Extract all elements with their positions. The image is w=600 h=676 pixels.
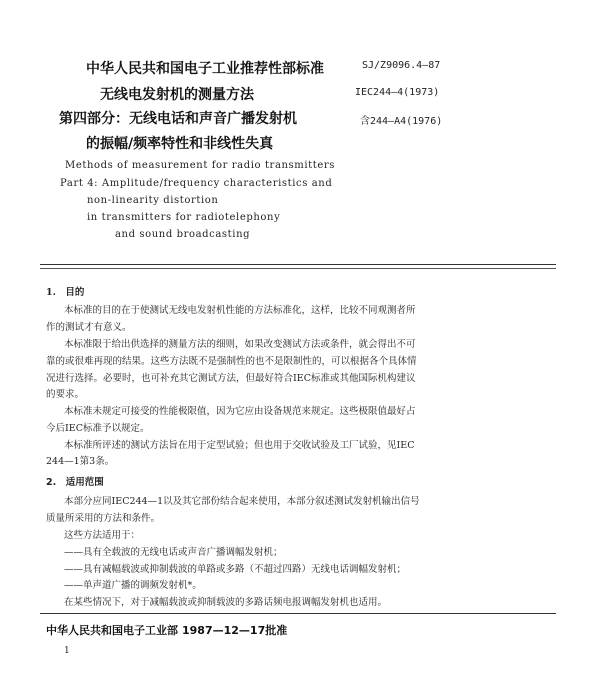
english-title-line-4: in transmitters for radiotelephony: [87, 212, 281, 223]
top-rule: [40, 264, 556, 265]
section-2-line: ——单声道广播的调频发射机*。: [64, 580, 202, 591]
iec-reference-2: 含244—A4(1976): [360, 116, 443, 127]
section-1-line: 本标准的目的在于使测试无线电发射机性能的方法标准化，这样，比较不同观测者所: [64, 305, 416, 316]
english-title-line-1: Methods of measurement for radio transmitters: [65, 160, 336, 171]
section-2-line: 质量所采用的方法和条件。: [46, 513, 161, 524]
ministry-name: 中华人民共和国电子工业部: [46, 624, 178, 637]
top-rule-secondary: [40, 268, 556, 269]
section-1-line: 本标准所评述的测试方法旨在用于定型试验；但也用于交收试验及工厂试验，见IEC: [64, 440, 415, 451]
iec-reference: IEC244—4(1973): [355, 87, 440, 98]
org-line: 中华人民共和国电子工业推荐性部标准: [86, 61, 324, 77]
english-title-line-2: Part 4: Amplitude/frequency characteristics and: [60, 178, 333, 189]
bottom-rule: [40, 613, 556, 614]
title-line-1: 无线电发射机的测量方法: [100, 87, 254, 103]
section-1-line: 本标准未规定可接受的性能极限值，因为它应由设备规范来规定。这些极限值最好占: [64, 406, 416, 417]
standard-number: SJ/Z9096.4—87: [362, 60, 441, 71]
section-1-line: 况进行选择。必要时，也可补充其它测试方法，但最好符合IEC标准或其他国际机构建议: [46, 373, 416, 384]
section-1-line: 今后IEC标准予以规定。: [46, 423, 150, 434]
section-2-line: 本部分应同IEC244—1以及其它部份结合起来使用，本部分叙述测试发射机输出信号: [64, 496, 420, 507]
english-title-line-5: and sound broadcasting: [115, 229, 251, 240]
page-mark: 1: [64, 646, 70, 656]
english-title-line-3: non-linearity distortion: [87, 195, 219, 206]
section-2-line: ——具有减幅载波或抑制载波的单路或多路（不超过四路）无线电话调幅发射机；: [64, 564, 407, 575]
title-line-2: 第四部分：无线电话和声音广播发射机: [59, 111, 297, 127]
title-line-3: 的振幅/频率特性和非线性失真: [86, 136, 274, 152]
section-2-line: 在某些情况下，对于减幅载波或抑制载波的多路话频电报调幅发射机也适用。: [64, 597, 388, 608]
section-1-line: 本标准限于给出供选择的测量方法的细则，如果改变测试方法或条件，就会得出不可: [64, 339, 416, 350]
approval-date: 1987—12—17批准: [182, 624, 288, 637]
section-2-line: ——具有全载波的无线电话或声音广播调幅发射机；: [64, 547, 283, 558]
section-1-line: 的要求。: [46, 389, 85, 400]
section-2-line: 这些方法适用于：: [64, 530, 141, 541]
section-2-heading: 2. 适用范围: [46, 477, 104, 488]
section-1-heading: 1. 目的: [46, 287, 85, 298]
section-1-line: 作的测试才有意义。: [46, 322, 132, 333]
section-1-line: 244—1第3条。: [46, 456, 115, 467]
section-1-line: 靠的或很难再现的结果。这些方法既不是强制性的也不是限制性的，可以根据各个具体情: [46, 356, 417, 367]
